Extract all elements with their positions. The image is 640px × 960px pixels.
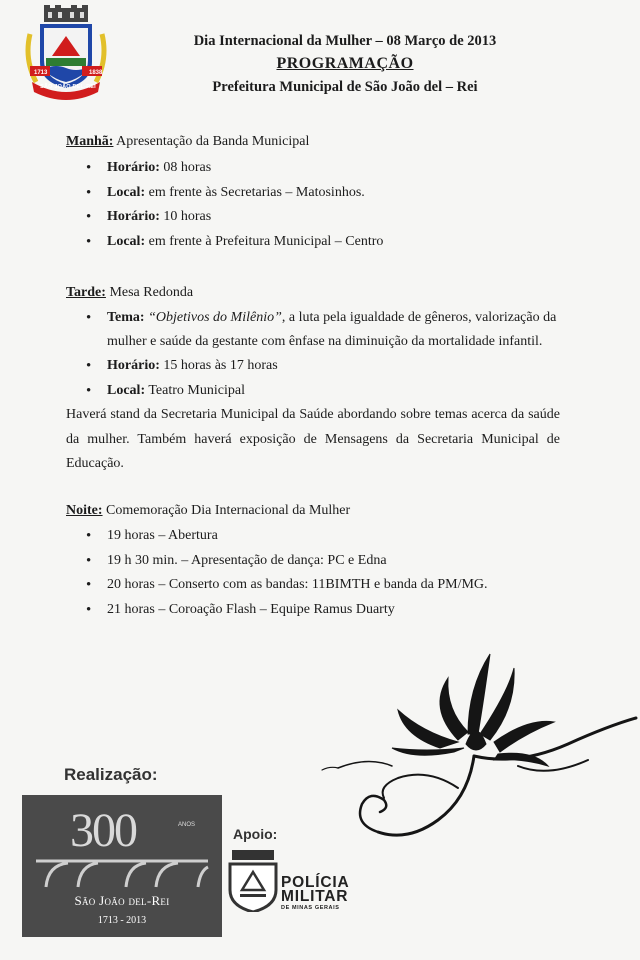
list-item: • 19 h 30 min. – Apresentação de dança: PC e Edna (86, 549, 566, 574)
tema-quote: “Objetivos do Milênio” (148, 310, 282, 325)
section-afternoon-heading (66, 284, 566, 302)
section-afternoon-title: Mesa Redonda (105, 285, 194, 300)
list-item: • 19 horas – Abertura (86, 524, 566, 549)
police-badge-icon (228, 850, 278, 912)
section-night-title: Comemoração Dia Internacional da Mulher (102, 503, 351, 518)
anniversary-city: São João del-Rei (74, 893, 170, 908)
section-morning-title: Apresentação da Banda Municipal (113, 134, 310, 149)
afternoon-paragraph: Haverá stand da Secretaria Municipal da Saúde abordando sobre temas acerca da saúde da mulher. Também haverá exposição de Mensagens da Secretaria Municipal de Educação. (66, 407, 560, 471)
lotus-flower-icon (318, 648, 640, 848)
apoio-label: Apoio: (233, 826, 278, 842)
police-line1: POLÍCIA (281, 874, 350, 891)
coat-of-arms-icon (22, 4, 110, 104)
item-value: 10 horas (159, 209, 212, 224)
program-heading: PROGRAMAÇÃO (276, 55, 414, 72)
item-value: 15 horas às 17 horas (159, 358, 278, 373)
police-line3: DE MINAS GERAIS (281, 905, 340, 911)
list-item (86, 181, 566, 206)
crest-ribbon-text: SÃO JOÃO DEL-REI (40, 84, 96, 90)
crest-year-left: 1713 (34, 70, 48, 76)
item-value: Teatro Municipal (145, 382, 245, 398)
section-morning-label: Manhã: (66, 134, 114, 149)
tema-text: , a luta pela igualdade de gêneros, valorização da mulher e saúde da gestante com ênfase na diminuição da mortalidade infantil. (107, 310, 557, 349)
organizer-line: Prefeitura Municipal de São João del – Rei (212, 79, 478, 95)
section-morning-heading (66, 133, 566, 151)
item-key: Horário: (107, 358, 160, 373)
section-afternoon (66, 284, 566, 477)
night-list (66, 524, 566, 622)
section-night-heading (66, 502, 566, 520)
list-item (86, 156, 566, 181)
item-key: Tema: (107, 310, 145, 325)
item-key: Local: (107, 382, 146, 398)
section-night-label: Noite: (66, 503, 103, 518)
list-item (86, 354, 566, 379)
item-key: Horário: (107, 209, 160, 224)
police-line2: MILITAR (281, 888, 349, 905)
section-night (66, 502, 566, 622)
item-value: 08 horas (159, 160, 212, 175)
list-item: • 20 horas – Conserto com as bandas: 11BIMTH e banda da PM/MG. (86, 573, 566, 598)
item-key: Local: (107, 233, 146, 249)
realizacao-label: Realização: (64, 765, 158, 784)
item-value: em frente às Secretarias – Matosinhos. (145, 184, 365, 200)
anniversary-years: 1713 - 2013 (97, 915, 147, 926)
afternoon-list (66, 306, 566, 403)
list-item (86, 379, 566, 404)
anniversary-anos: ANOS (178, 822, 196, 828)
section-morning (66, 133, 566, 254)
crest-year-right: 1838 (89, 70, 103, 76)
police-logo-text (281, 876, 349, 912)
item-value: em frente à Prefeitura Municipal – Centro (145, 233, 384, 249)
section-afternoon-label: Tarde: (66, 285, 106, 300)
list-item-tema (86, 306, 566, 354)
list-item: • 21 horas – Coroação Flash – Equipe Ramus Duarty (86, 598, 566, 623)
anniversary-logo (22, 795, 222, 937)
morning-list (66, 156, 566, 254)
anniversary-number: 300 (70, 804, 136, 857)
item-key: Local: (107, 184, 146, 200)
item-key: Horário: (107, 160, 160, 175)
document-header (150, 32, 540, 96)
event-title: Dia Internacional da Mulher – 08 Março de 2013 (193, 33, 497, 49)
list-item (86, 230, 566, 255)
list-item (86, 205, 566, 230)
